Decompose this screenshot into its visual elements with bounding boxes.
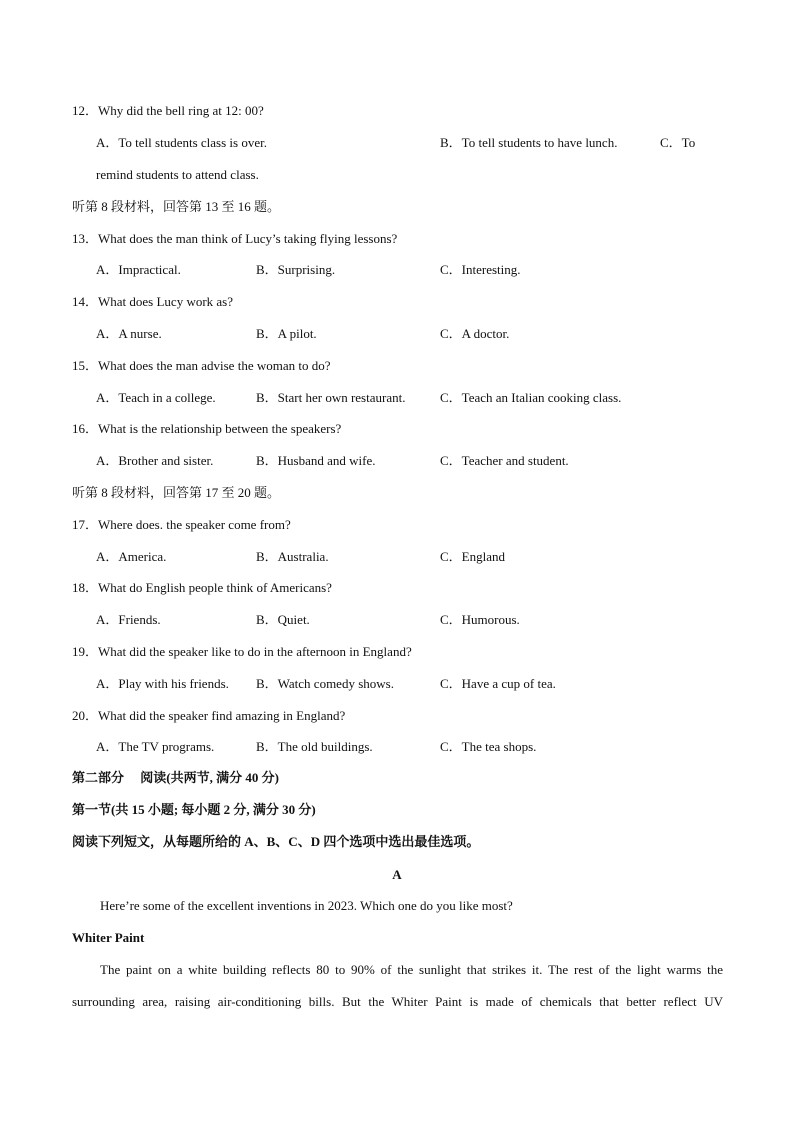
passage-intro: Here’re some of the excellent inventions in 2023. Which one do you like most? bbox=[100, 898, 513, 913]
question-19-option-c: C．Have a cup of tea. bbox=[440, 676, 556, 691]
question-15-option-b: B．Start her own restaurant. bbox=[256, 390, 406, 405]
passage-heading: Whiter Paint bbox=[72, 930, 145, 945]
passage-letter: A bbox=[392, 867, 402, 882]
question-20-option-a: A．The TV programs. bbox=[96, 739, 215, 754]
paragraph-line-2: surrounding area, raising air-conditioning bills. But the Whiter Paint is made of chemicals that better reflect UV bbox=[72, 994, 723, 1009]
question-15-option-c: C．Teach an Italian cooking class. bbox=[440, 390, 622, 405]
question-18-option-b: B．Quiet. bbox=[256, 612, 310, 627]
question-12-option-c: C．To bbox=[660, 135, 696, 150]
question-13-stem: 13．What does the man think of Lucy’s taking flying lessons? bbox=[72, 231, 398, 246]
question-20-option-c: C．The tea shops. bbox=[440, 739, 537, 754]
question-15-stem: 15．What does the man advise the woman to do? bbox=[72, 358, 331, 373]
question-14-option-b: B．A pilot. bbox=[256, 326, 317, 341]
question-20-option-b: B．The old buildings. bbox=[256, 739, 373, 754]
question-19-stem: 19．What did the speaker like to do in the afternoon in England? bbox=[72, 644, 412, 659]
question-13-option-a: A．Impractical. bbox=[96, 262, 181, 277]
question-19-option-a: A．Play with his friends. bbox=[96, 676, 229, 691]
question-16-option-a: A．Brother and sister. bbox=[96, 453, 214, 468]
question-18-stem: 18．What do English people think of Americans? bbox=[72, 580, 332, 595]
question-17-option-a: A．America. bbox=[96, 549, 167, 564]
question-14-option-c: C．A doctor. bbox=[440, 326, 510, 341]
question-18-option-a: A．Friends. bbox=[96, 612, 161, 627]
section-one-title: 第一节(共 15 小题; 每小题 2 分, 满分 30 分) bbox=[72, 802, 316, 817]
question-16-option-c: C．Teacher and student. bbox=[440, 453, 569, 468]
paragraph-line-1: The paint on a white building reflects 80 to 90% of the sunlight that strikes it. The rest of the light warms the bbox=[100, 962, 723, 977]
section-instruction-8a: 听第 8 段材料，回答第 13 至 16 题。 bbox=[72, 199, 281, 214]
question-13-option-c: C．Interesting. bbox=[440, 262, 521, 277]
question-14-stem: 14．What does Lucy work as? bbox=[72, 294, 234, 309]
question-14-option-a: A．A nurse. bbox=[96, 326, 162, 341]
question-20-stem: 20．What did the speaker find amazing in England? bbox=[72, 708, 346, 723]
question-12-stem: 12．Why did the bell ring at 12: 00? bbox=[72, 103, 264, 118]
question-12-option-b: B．To tell students to have lunch. bbox=[440, 135, 618, 150]
question-16-option-b: B．Husband and wife. bbox=[256, 453, 376, 468]
part-two-title: 第二部分 阅读(共两节, 满分 40 分) bbox=[72, 770, 279, 785]
question-12-option-a: A．To tell students class is over. bbox=[96, 135, 267, 150]
question-17-stem: 17．Where does. the speaker come from? bbox=[72, 517, 291, 532]
question-17-option-b: B．Australia. bbox=[256, 549, 329, 564]
question-12-option-c-continued: remind students to attend class. bbox=[96, 167, 259, 182]
section-instruction-8b: 听第 8 段材料，回答第 17 至 20 题。 bbox=[72, 485, 281, 500]
question-19-option-b: B．Watch comedy shows. bbox=[256, 676, 394, 691]
question-13-option-b: B．Surprising. bbox=[256, 262, 336, 277]
question-18-option-c: C．Humorous. bbox=[440, 612, 520, 627]
question-16-stem: 16．What is the relationship between the speakers? bbox=[72, 421, 342, 436]
question-17-option-c: C．England bbox=[440, 549, 505, 564]
question-15-option-a: A．Teach in a college. bbox=[96, 390, 216, 405]
reading-instruction: 阅读下列短文，从每题所给的 A、B、C、D 四个选项中选出最佳选项。 bbox=[72, 834, 480, 849]
